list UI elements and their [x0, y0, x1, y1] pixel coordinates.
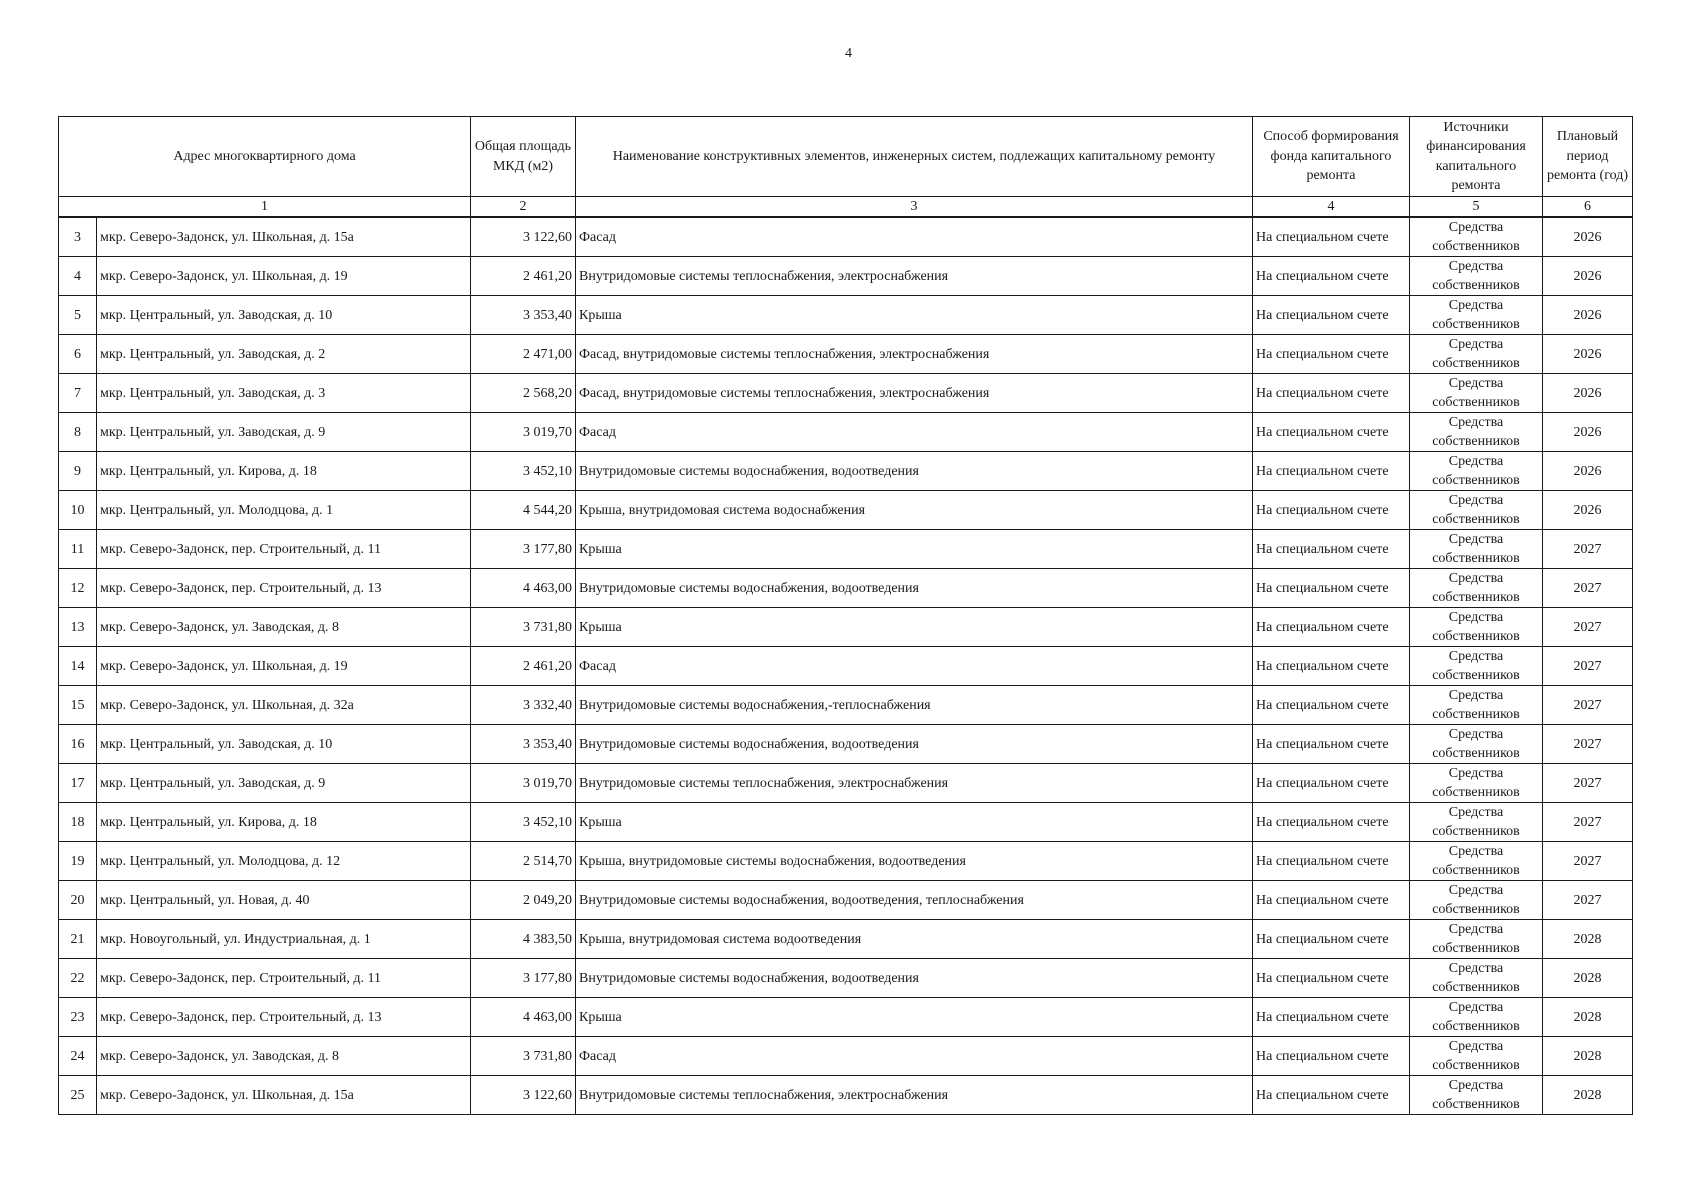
source-cell: Средства собственников: [1410, 842, 1543, 881]
column-number: 3: [576, 197, 1253, 218]
method-cell: На специальном счете: [1253, 959, 1410, 998]
area-cell: 4 544,20: [471, 491, 576, 530]
elements-cell: Фасад: [576, 217, 1253, 257]
source-cell: Средства собственников: [1410, 608, 1543, 647]
elements-cell: Внутридомовые системы теплоснабжения, электроснабжения: [576, 257, 1253, 296]
source-cell: Средства собственников: [1410, 335, 1543, 374]
source-cell: Средства собственников: [1410, 764, 1543, 803]
elements-cell: Внутридомовые системы водоснабжения, водоотведения: [576, 569, 1253, 608]
source-cell: Средства собственников: [1410, 881, 1543, 920]
table-row: [59, 881, 1633, 920]
year-cell: 2026: [1543, 217, 1633, 257]
elements-cell: Внутридомовые системы водоснабжения,-теплоснабжения: [576, 686, 1253, 725]
elements-cell: Внутридомовые системы теплоснабжения, электроснабжения: [576, 1076, 1253, 1115]
year-cell: 2027: [1543, 842, 1633, 881]
header-method: Способ формирования фонда капитального ремонта: [1253, 117, 1410, 197]
table-row: [59, 920, 1633, 959]
table-row: [59, 569, 1633, 608]
row-number: 5: [59, 296, 97, 335]
table-row: [59, 686, 1633, 725]
year-cell: 2028: [1543, 920, 1633, 959]
table-row: [59, 257, 1633, 296]
year-cell: 2026: [1543, 452, 1633, 491]
address-cell: мкр. Северо-Задонск, пер. Строительный, д. 11: [97, 959, 471, 998]
method-cell: На специальном счете: [1253, 842, 1410, 881]
row-number: 4: [59, 257, 97, 296]
row-number: 12: [59, 569, 97, 608]
method-cell: На специальном счете: [1253, 764, 1410, 803]
address-cell: мкр. Центральный, ул. Заводская, д. 9: [97, 413, 471, 452]
year-cell: 2027: [1543, 647, 1633, 686]
page-number: 4: [845, 46, 852, 61]
area-cell: 2 049,20: [471, 881, 576, 920]
table-row: [59, 803, 1633, 842]
year-cell: 2027: [1543, 881, 1633, 920]
year-cell: 2027: [1543, 569, 1633, 608]
elements-cell: Крыша: [576, 998, 1253, 1037]
elements-cell: Фасад: [576, 413, 1253, 452]
address-cell: мкр. Центральный, ул. Кирова, д. 18: [97, 452, 471, 491]
area-cell: 2 514,70: [471, 842, 576, 881]
row-number: 10: [59, 491, 97, 530]
address-cell: мкр. Северо-Задонск, ул. Школьная, д. 15а: [97, 1076, 471, 1115]
area-cell: 3 177,80: [471, 959, 576, 998]
table-row: [59, 998, 1633, 1037]
row-number: 20: [59, 881, 97, 920]
year-cell: 2026: [1543, 491, 1633, 530]
header-elements: Наименование конструктивных элементов, инженерных систем, подлежащих капитальному ремонту: [576, 117, 1253, 197]
method-cell: На специальном счете: [1253, 1076, 1410, 1115]
year-cell: 2026: [1543, 374, 1633, 413]
column-number: 6: [1543, 197, 1633, 218]
elements-cell: Фасад: [576, 647, 1253, 686]
year-cell: 2026: [1543, 335, 1633, 374]
table-row: [59, 217, 1633, 257]
year-cell: 2027: [1543, 725, 1633, 764]
method-cell: На специальном счете: [1253, 374, 1410, 413]
row-number: 24: [59, 1037, 97, 1076]
source-cell: Средства собственников: [1410, 920, 1543, 959]
source-cell: Средства собственников: [1410, 257, 1543, 296]
area-cell: 2 568,20: [471, 374, 576, 413]
address-cell: мкр. Северо-Задонск, пер. Строительный, д. 11: [97, 530, 471, 569]
method-cell: На специальном счете: [1253, 217, 1410, 257]
address-cell: мкр. Центральный, ул. Молодцова, д. 12: [97, 842, 471, 881]
elements-cell: Внутридомовые системы водоснабжения, водоотведения: [576, 725, 1253, 764]
method-cell: На специальном счете: [1253, 881, 1410, 920]
address-cell: мкр. Северо-Задонск, ул. Школьная, д. 19: [97, 647, 471, 686]
header-area: Общая площадь МКД (м2): [471, 117, 576, 197]
table-row: [59, 491, 1633, 530]
table-row: [59, 1076, 1633, 1115]
table-row: [59, 335, 1633, 374]
row-number: 21: [59, 920, 97, 959]
year-cell: 2026: [1543, 257, 1633, 296]
method-cell: На специальном счете: [1253, 998, 1410, 1037]
table-row: [59, 530, 1633, 569]
year-cell: 2028: [1543, 1076, 1633, 1115]
elements-cell: Крыша, внутридомовые системы водоснабжения, водоотведения: [576, 842, 1253, 881]
table-row: [59, 647, 1633, 686]
area-cell: 3 452,10: [471, 452, 576, 491]
row-number: 7: [59, 374, 97, 413]
table-row: [59, 764, 1633, 803]
table-row: [59, 725, 1633, 764]
area-cell: 3 019,70: [471, 413, 576, 452]
year-cell: 2028: [1543, 959, 1633, 998]
address-cell: мкр. Центральный, ул. Заводская, д. 10: [97, 725, 471, 764]
year-cell: 2026: [1543, 296, 1633, 335]
column-number: 4: [1253, 197, 1410, 218]
area-cell: 3 122,60: [471, 217, 576, 257]
address-cell: мкр. Центральный, ул. Заводская, д. 3: [97, 374, 471, 413]
elements-cell: Крыша: [576, 608, 1253, 647]
method-cell: На специальном счете: [1253, 1037, 1410, 1076]
method-cell: На специальном счете: [1253, 296, 1410, 335]
address-cell: мкр. Северо-Задонск, ул. Школьная, д. 19: [97, 257, 471, 296]
year-cell: 2028: [1543, 1037, 1633, 1076]
table-body: [59, 217, 1633, 1115]
table-row: [59, 959, 1633, 998]
elements-cell: Крыша: [576, 803, 1253, 842]
address-cell: мкр. Центральный, ул. Кирова, д. 18: [97, 803, 471, 842]
year-cell: 2027: [1543, 686, 1633, 725]
area-cell: 4 383,50: [471, 920, 576, 959]
year-cell: 2028: [1543, 998, 1633, 1037]
table-row: [59, 842, 1633, 881]
area-cell: 4 463,00: [471, 998, 576, 1037]
source-cell: Средства собственников: [1410, 452, 1543, 491]
source-cell: Средства собственников: [1410, 374, 1543, 413]
row-number: 19: [59, 842, 97, 881]
row-number: 11: [59, 530, 97, 569]
header-row: [59, 117, 1633, 197]
source-cell: Средства собственников: [1410, 569, 1543, 608]
row-number: 18: [59, 803, 97, 842]
row-number: 6: [59, 335, 97, 374]
source-cell: Средства собственников: [1410, 998, 1543, 1037]
area-cell: 2 461,20: [471, 257, 576, 296]
method-cell: На специальном счете: [1253, 569, 1410, 608]
year-cell: 2027: [1543, 803, 1633, 842]
header-period: Плановый период ремонта (год): [1543, 117, 1633, 197]
column-number: 1: [59, 197, 471, 218]
method-cell: На специальном счете: [1253, 335, 1410, 374]
source-cell: Средства собственников: [1410, 959, 1543, 998]
area-cell: 4 463,00: [471, 569, 576, 608]
year-cell: 2027: [1543, 608, 1633, 647]
area-cell: 3 731,80: [471, 608, 576, 647]
source-cell: Средства собственников: [1410, 491, 1543, 530]
address-cell: мкр. Центральный, ул. Заводская, д. 10: [97, 296, 471, 335]
address-cell: мкр. Северо-Задонск, пер. Строительный, д. 13: [97, 998, 471, 1037]
table-row: [59, 296, 1633, 335]
method-cell: На специальном счете: [1253, 257, 1410, 296]
method-cell: На специальном счете: [1253, 530, 1410, 569]
row-number: 22: [59, 959, 97, 998]
row-number: 17: [59, 764, 97, 803]
row-number: 14: [59, 647, 97, 686]
row-number: 8: [59, 413, 97, 452]
area-cell: 2 471,00: [471, 335, 576, 374]
address-cell: мкр. Северо-Задонск, ул. Заводская, д. 8: [97, 608, 471, 647]
source-cell: Средства собственников: [1410, 1037, 1543, 1076]
area-cell: 3 019,70: [471, 764, 576, 803]
area-cell: 3 332,40: [471, 686, 576, 725]
table-row: [59, 413, 1633, 452]
address-cell: мкр. Центральный, ул. Молодцова, д. 1: [97, 491, 471, 530]
method-cell: На специальном счете: [1253, 686, 1410, 725]
table-row: [59, 452, 1633, 491]
header-source: Источники финансирования капитального ремонта: [1410, 117, 1543, 197]
method-cell: На специальном счете: [1253, 803, 1410, 842]
elements-cell: Внутридомовые системы водоснабжения, водоотведения: [576, 959, 1253, 998]
method-cell: На специальном счете: [1253, 725, 1410, 764]
address-cell: мкр. Северо-Задонск, ул. Заводская, д. 8: [97, 1037, 471, 1076]
row-number: 25: [59, 1076, 97, 1115]
address-cell: мкр. Центральный, ул. Заводская, д. 9: [97, 764, 471, 803]
column-number: 2: [471, 197, 576, 218]
address-cell: мкр. Центральный, ул. Заводская, д. 2: [97, 335, 471, 374]
elements-cell: Внутридомовые системы водоснабжения, водоотведения: [576, 452, 1253, 491]
address-cell: мкр. Новоугольный, ул. Индустриальная, д. 1: [97, 920, 471, 959]
area-cell: 3 177,80: [471, 530, 576, 569]
elements-cell: Фасад: [576, 1037, 1253, 1076]
column-number: 5: [1410, 197, 1543, 218]
repair-schedule-table: [58, 116, 1633, 1115]
row-number: 9: [59, 452, 97, 491]
source-cell: Средства собственников: [1410, 413, 1543, 452]
method-cell: На специальном счете: [1253, 452, 1410, 491]
source-cell: Средства собственников: [1410, 530, 1543, 569]
address-cell: мкр. Северо-Задонск, пер. Строительный, д. 13: [97, 569, 471, 608]
area-cell: 3 122,60: [471, 1076, 576, 1115]
area-cell: 3 731,80: [471, 1037, 576, 1076]
elements-cell: Внутридомовые системы теплоснабжения, электроснабжения: [576, 764, 1253, 803]
table-row: [59, 374, 1633, 413]
elements-cell: Фасад, внутридомовые системы теплоснабжения, электроснабжения: [576, 335, 1253, 374]
year-cell: 2026: [1543, 413, 1633, 452]
source-cell: Средства собственников: [1410, 1076, 1543, 1115]
area-cell: 3 353,40: [471, 296, 576, 335]
row-number: 13: [59, 608, 97, 647]
elements-cell: Внутридомовые системы водоснабжения, водоотведения, теплоснабжения: [576, 881, 1253, 920]
area-cell: 2 461,20: [471, 647, 576, 686]
method-cell: На специальном счете: [1253, 647, 1410, 686]
method-cell: На специальном счете: [1253, 608, 1410, 647]
year-cell: 2027: [1543, 764, 1633, 803]
method-cell: На специальном счете: [1253, 491, 1410, 530]
row-number: 16: [59, 725, 97, 764]
row-number: 23: [59, 998, 97, 1037]
source-cell: Средства собственников: [1410, 803, 1543, 842]
address-cell: мкр. Центральный, ул. Новая, д. 40: [97, 881, 471, 920]
source-cell: Средства собственников: [1410, 217, 1543, 257]
elements-cell: Крыша: [576, 296, 1253, 335]
elements-cell: Крыша, внутридомовая система водоотведения: [576, 920, 1253, 959]
row-number: 3: [59, 217, 97, 257]
method-cell: На специальном счете: [1253, 920, 1410, 959]
header-address: Адрес многоквартирного дома: [59, 117, 471, 197]
area-cell: 3 452,10: [471, 803, 576, 842]
address-cell: мкр. Северо-Задонск, ул. Школьная, д. 32а: [97, 686, 471, 725]
elements-cell: Фасад, внутридомовые системы теплоснабжения, электроснабжения: [576, 374, 1253, 413]
table-row: [59, 1037, 1633, 1076]
row-number: 15: [59, 686, 97, 725]
column-number-row: [59, 197, 1633, 218]
address-cell: мкр. Северо-Задонск, ул. Школьная, д. 15а: [97, 217, 471, 257]
elements-cell: Крыша: [576, 530, 1253, 569]
source-cell: Средства собственников: [1410, 686, 1543, 725]
year-cell: 2027: [1543, 530, 1633, 569]
method-cell: На специальном счете: [1253, 413, 1410, 452]
source-cell: Средства собственников: [1410, 725, 1543, 764]
source-cell: Средства собственников: [1410, 296, 1543, 335]
elements-cell: Крыша, внутридомовая система водоснабжения: [576, 491, 1253, 530]
table-row: [59, 608, 1633, 647]
source-cell: Средства собственников: [1410, 647, 1543, 686]
area-cell: 3 353,40: [471, 725, 576, 764]
